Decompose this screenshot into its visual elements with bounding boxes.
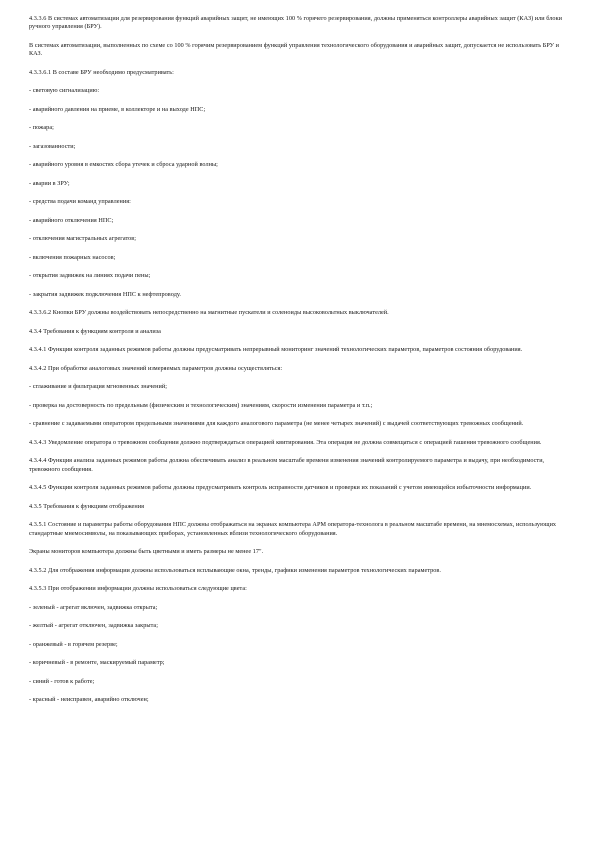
list-item: - желтый - агрегат отключен, задвижка закрыта;: [29, 622, 158, 630]
paragraph-4-3-4-1: 4.3.4.1 Функции контроля заданных режимов работы должны предусматривать непрерывный мониторинг значений технологических параметров, параметров состояния оборудования.: [29, 346, 523, 354]
list-item: - закрытия задвижек подключения НПС к нефтепроводу.: [29, 290, 182, 298]
paragraph-4-3-5-1: 4.3.5.1 Состояние и параметры работы оборудования НПС должны отображаться на экранах компьютера АРМ оператора-технолога в реальном масштабе времени, на мнемосхемах, использующих стандартные мнемосимволы, на показывающих приборах, установленных вблизи технологического оборудования.: [29, 521, 557, 537]
list-item: - сглаживание и фильтрация мгновенных значений;: [29, 383, 168, 391]
paragraph-4-3-3-6: 4.3.3.6 В системах автоматизации для резервирования функций аварийных защит, не имеющих 100 % горячего резервирования, должны применяться контроллеры аварийных защит (КАЗ) или блоки ручного управления (БРУ).: [29, 15, 562, 31]
paragraph-4-3-5-2: 4.3.5.2 Для отображения информации должны использоваться всплывающие окна, тренды, графики изменения параметров технологических параметров.: [29, 566, 441, 574]
list-item: - аварийного отключения НПС;: [29, 216, 114, 224]
list-item: - синий - готов к работе;: [29, 677, 95, 685]
list-item: - проверка на достоверность по предельным (физическим и технологическим) значениям, скорости изменения параметра и т.п.;: [29, 401, 373, 409]
list-item: - сравнение с задаваемыми оператором предельными значениями для каждого аналогового параметра (не менее четырех значений) с выдачей соответствующих тревожных сообщений.: [29, 420, 524, 428]
list-item: - световую сигнализацию:: [29, 87, 100, 95]
paragraph-4-3-4-4: 4.3.4.4 Функция анализа заданных режимов работы должна обеспечивать анализ в реальном масштабе времени изменения значений контролируемого параметра и выдачу, при необходимости, тревожного сообщения.: [29, 457, 545, 473]
paragraph-monitor-screens: Экраны мониторов компьютера должны быть цветными и иметь размеры не менее 17".: [29, 548, 264, 556]
list-item: - пожара;: [29, 124, 54, 132]
section-heading-4-3-5: 4.3.5 Требования к функциям отображения: [29, 502, 144, 510]
paragraph-4-3-3-6-2: 4.3.3.6.2 Кнопки БРУ должны воздействовать непосредственно на магнитные пускатели и соленоиды высоковольтных выключателей.: [29, 309, 389, 317]
section-heading-4-3-4: 4.3.4 Требования к функциям контроля и анализа: [29, 327, 161, 335]
list-item: - аварийного давления на приеме, в коллекторе и на выходе НПС;: [29, 105, 206, 113]
list-item: - средства подачи команд управления:: [29, 198, 131, 206]
paragraph-4-3-4-3: 4.3.4.3 Уведомление оператора о тревожном сообщении должно подтверждаться операцией квитирования. Эта операция не должна совмещаться с операцией гашения тревожного сообщения.: [29, 438, 542, 446]
list-item: - коричневый - в ремонте, маскируемый параметр;: [29, 659, 165, 667]
list-item: - загазованности;: [29, 142, 76, 150]
paragraph-4-3-3-6-1: 4.3.3.6.1 В составе БРУ необходимо предусматривать:: [29, 68, 174, 76]
paragraph-4-3-4-2: 4.3.4.2 При обработке аналоговых значений измеряемых параметров должны осуществляться:: [29, 364, 283, 372]
list-item: - зеленый - агрегат включен, задвижка открыта;: [29, 603, 158, 611]
list-item: - аварии в ЗРУ;: [29, 179, 70, 187]
document-body: [29, 15, 570, 715]
list-item: - аварийного уровня в емкостях сбора утечек и сброса ударной волны;: [29, 161, 218, 169]
list-item: - оранжевый - в горячем резерве;: [29, 640, 118, 648]
paragraph-4-3-4-5: 4.3.4.5 Функции контроля заданных режимов работы должны предусматривать контроль исправности датчиков и проверки их показаний с учетом имеющейся избыточности информации.: [29, 484, 532, 492]
list-item: - отключения магистральных агрегатов;: [29, 235, 137, 243]
list-item: - красный - неисправен, аварийно отключен;: [29, 696, 149, 704]
list-item: - открытия задвижек на линиях подачи пены;: [29, 272, 151, 280]
list-item: - включения пожарных насосов;: [29, 253, 116, 261]
paragraph-4-3-5-3: 4.3.5.3 При отображении информации должны использоваться следующие цвета:: [29, 585, 247, 593]
paragraph-hot-standby: В системах автоматизации, выполненных по схеме со 100 % горячим резервированием функций управления технологического оборудования и аварийных защит, допускается не использовать БРУ и КАЗ.: [29, 41, 560, 58]
